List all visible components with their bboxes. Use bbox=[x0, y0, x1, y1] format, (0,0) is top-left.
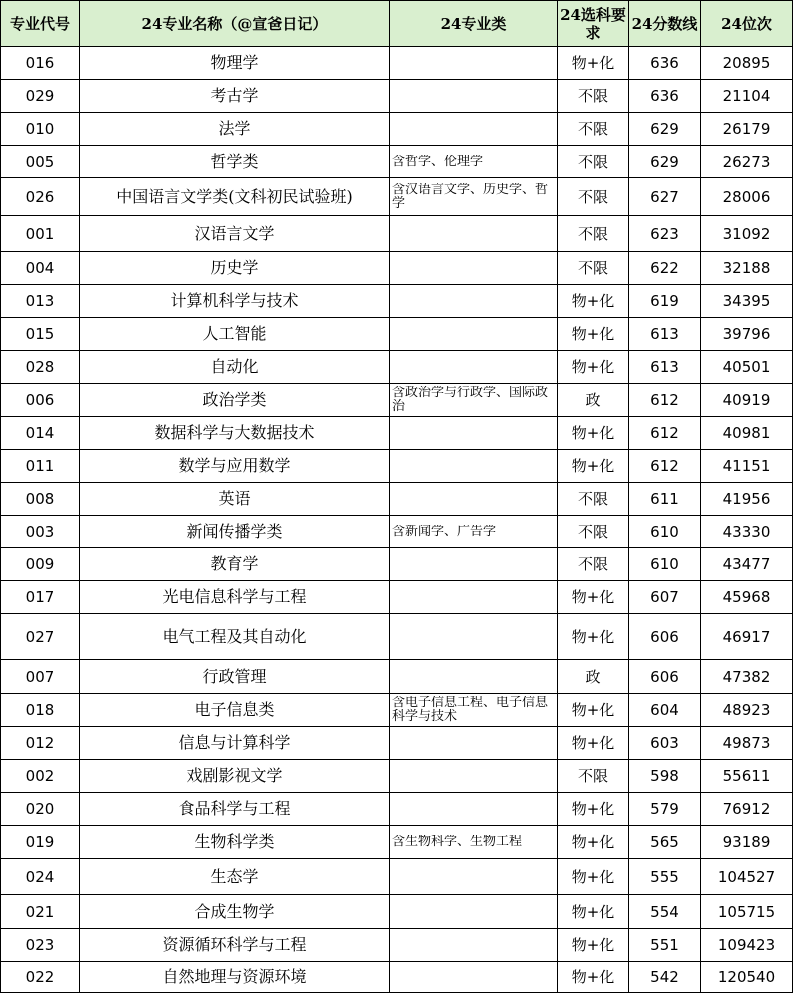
cell-major-name: 新闻传播学类 bbox=[80, 516, 390, 548]
cell-major-code: 012 bbox=[1, 727, 80, 760]
cell-major-name: 教育学 bbox=[80, 548, 390, 581]
header-subject-requirement: 24选科要求 bbox=[558, 1, 629, 47]
cell-major-category bbox=[390, 178, 558, 216]
cell-subject-requirement: 不限 bbox=[558, 80, 629, 113]
cell-major-category bbox=[390, 929, 558, 962]
cell-major-code: 013 bbox=[1, 285, 80, 318]
cell-rank: 40919 bbox=[701, 384, 793, 417]
cell-major-category bbox=[390, 516, 558, 548]
cell-major-category bbox=[390, 216, 558, 252]
cell-major-code: 028 bbox=[1, 351, 80, 384]
cell-rank: 21104 bbox=[701, 80, 793, 113]
table-row bbox=[1, 216, 793, 252]
cell-major-code: 024 bbox=[1, 859, 80, 895]
cell-major-code: 009 bbox=[1, 548, 80, 581]
cell-score-line: 551 bbox=[629, 929, 701, 962]
cell-rank: 49873 bbox=[701, 727, 793, 760]
cell-major-category bbox=[390, 146, 558, 178]
table-row bbox=[1, 113, 793, 146]
cell-major-name: 合成生物学 bbox=[80, 895, 390, 929]
cell-score-line: 622 bbox=[629, 252, 701, 285]
cell-score-line: 610 bbox=[629, 516, 701, 548]
cell-score-line: 565 bbox=[629, 826, 701, 859]
cell-rank: 104527 bbox=[701, 859, 793, 895]
table-body bbox=[1, 47, 793, 993]
cell-major-category bbox=[390, 351, 558, 384]
cell-subject-requirement: 物+化 bbox=[558, 285, 629, 318]
cell-major-name: 考古学 bbox=[80, 80, 390, 113]
cell-major-category bbox=[390, 384, 558, 417]
category-text: 含新闻学、广告学 bbox=[392, 524, 497, 539]
cell-rank: 20895 bbox=[701, 47, 793, 80]
cell-rank: 120540 bbox=[701, 962, 793, 993]
cell-major-code: 001 bbox=[1, 216, 80, 252]
cell-subject-requirement: 物+化 bbox=[558, 450, 629, 483]
table-row bbox=[1, 146, 793, 178]
cell-score-line: 604 bbox=[629, 694, 701, 727]
table-row bbox=[1, 859, 793, 895]
cell-major-name: 食品科学与工程 bbox=[80, 793, 390, 826]
cell-subject-requirement: 不限 bbox=[558, 252, 629, 285]
cell-major-category bbox=[390, 548, 558, 581]
cell-major-name: 政治学类 bbox=[80, 384, 390, 417]
cell-score-line: 606 bbox=[629, 660, 701, 694]
cell-subject-requirement: 物+化 bbox=[558, 417, 629, 450]
cell-subject-requirement: 物+化 bbox=[558, 351, 629, 384]
cell-rank: 48923 bbox=[701, 694, 793, 727]
cell-subject-requirement: 物+化 bbox=[558, 826, 629, 859]
cell-major-code: 011 bbox=[1, 450, 80, 483]
table-row bbox=[1, 318, 793, 351]
cell-subject-requirement: 不限 bbox=[558, 516, 629, 548]
cell-major-category bbox=[390, 318, 558, 351]
cell-rank: 43330 bbox=[701, 516, 793, 548]
cell-score-line: 579 bbox=[629, 793, 701, 826]
header-rank: 24位次 bbox=[701, 1, 793, 47]
cell-subject-requirement: 不限 bbox=[558, 146, 629, 178]
cell-major-name: 计算机科学与技术 bbox=[80, 285, 390, 318]
cell-major-name: 法学 bbox=[80, 113, 390, 146]
table-row bbox=[1, 660, 793, 694]
cell-subject-requirement: 政 bbox=[558, 660, 629, 694]
cell-major-name: 生态学 bbox=[80, 859, 390, 895]
cell-subject-requirement: 物+化 bbox=[558, 614, 629, 660]
cell-rank: 26273 bbox=[701, 146, 793, 178]
cell-rank: 32188 bbox=[701, 252, 793, 285]
cell-major-category bbox=[390, 895, 558, 929]
table-row bbox=[1, 581, 793, 614]
category-text: 含汉语言文学、历史学、哲学 bbox=[392, 182, 549, 211]
cell-major-name: 电子信息类 bbox=[80, 694, 390, 727]
cell-major-name: 电气工程及其自动化 bbox=[80, 614, 390, 660]
cell-major-category bbox=[390, 694, 558, 727]
cell-major-name: 资源循环科学与工程 bbox=[80, 929, 390, 962]
table-row bbox=[1, 384, 793, 417]
cell-score-line: 603 bbox=[629, 727, 701, 760]
table-row bbox=[1, 962, 793, 993]
cell-score-line: 612 bbox=[629, 450, 701, 483]
cell-rank: 109423 bbox=[701, 929, 793, 962]
cell-subject-requirement: 物+化 bbox=[558, 318, 629, 351]
cell-score-line: 629 bbox=[629, 113, 701, 146]
cell-major-name: 信息与计算科学 bbox=[80, 727, 390, 760]
cell-rank: 45968 bbox=[701, 581, 793, 614]
cell-major-category bbox=[390, 483, 558, 516]
cell-major-category bbox=[390, 252, 558, 285]
header-major-category: 24专业类 bbox=[390, 1, 558, 47]
cell-score-line: 613 bbox=[629, 318, 701, 351]
cell-major-name: 自然地理与资源环境 bbox=[80, 962, 390, 993]
table-row bbox=[1, 285, 793, 318]
cell-major-category bbox=[390, 859, 558, 895]
cell-major-category bbox=[390, 727, 558, 760]
cell-score-line: 555 bbox=[629, 859, 701, 895]
cell-major-name: 自动化 bbox=[80, 351, 390, 384]
cell-major-code: 026 bbox=[1, 178, 80, 216]
category-text: 含电子信息工程、电子信息科学与技术 bbox=[392, 696, 549, 724]
cell-major-name: 数据科学与大数据技术 bbox=[80, 417, 390, 450]
cell-subject-requirement: 物+化 bbox=[558, 793, 629, 826]
cell-subject-requirement: 物+化 bbox=[558, 895, 629, 929]
table-row bbox=[1, 614, 793, 660]
cell-rank: 41151 bbox=[701, 450, 793, 483]
cell-score-line: 610 bbox=[629, 548, 701, 581]
cell-major-category bbox=[390, 660, 558, 694]
table-row bbox=[1, 417, 793, 450]
table-row bbox=[1, 483, 793, 516]
cell-score-line: 612 bbox=[629, 384, 701, 417]
cell-major-name: 中国语言文学类(文科初民试验班) bbox=[80, 178, 390, 216]
cell-score-line: 612 bbox=[629, 417, 701, 450]
cell-rank: 40501 bbox=[701, 351, 793, 384]
cell-score-line: 598 bbox=[629, 760, 701, 793]
cell-major-code: 014 bbox=[1, 417, 80, 450]
cell-major-category bbox=[390, 760, 558, 793]
cell-major-name: 哲学类 bbox=[80, 146, 390, 178]
header-major-name: 24专业名称（@宣爸日记） bbox=[80, 1, 390, 47]
table-row bbox=[1, 178, 793, 216]
cell-major-category bbox=[390, 113, 558, 146]
cell-score-line: 613 bbox=[629, 351, 701, 384]
cell-subject-requirement: 政 bbox=[558, 384, 629, 417]
cell-score-line: 554 bbox=[629, 895, 701, 929]
cell-rank: 28006 bbox=[701, 178, 793, 216]
cell-major-name: 光电信息科学与工程 bbox=[80, 581, 390, 614]
cell-major-name: 生物科学类 bbox=[80, 826, 390, 859]
cell-rank: 26179 bbox=[701, 113, 793, 146]
cell-major-code: 015 bbox=[1, 318, 80, 351]
category-text: 含哲学、伦理学 bbox=[392, 154, 484, 169]
cell-major-code: 019 bbox=[1, 826, 80, 859]
header-major-code: 专业代号 bbox=[1, 1, 80, 47]
cell-rank: 47382 bbox=[701, 660, 793, 694]
cell-major-code: 023 bbox=[1, 929, 80, 962]
table-row bbox=[1, 694, 793, 727]
cell-score-line: 607 bbox=[629, 581, 701, 614]
cell-subject-requirement: 不限 bbox=[558, 178, 629, 216]
header-score-line: 24分数线 bbox=[629, 1, 701, 47]
table-row bbox=[1, 351, 793, 384]
cell-subject-requirement: 不限 bbox=[558, 483, 629, 516]
cell-major-code: 017 bbox=[1, 581, 80, 614]
cell-subject-requirement: 不限 bbox=[558, 548, 629, 581]
cell-major-code: 021 bbox=[1, 895, 80, 929]
cell-major-name: 物理学 bbox=[80, 47, 390, 80]
table-row bbox=[1, 760, 793, 793]
cell-score-line: 627 bbox=[629, 178, 701, 216]
table-row bbox=[1, 252, 793, 285]
cell-major-category bbox=[390, 614, 558, 660]
cell-major-code: 003 bbox=[1, 516, 80, 548]
cell-major-code: 016 bbox=[1, 47, 80, 80]
table-row bbox=[1, 47, 793, 80]
table-row bbox=[1, 516, 793, 548]
table-row bbox=[1, 895, 793, 929]
cell-score-line: 623 bbox=[629, 216, 701, 252]
cell-major-code: 007 bbox=[1, 660, 80, 694]
cell-major-code: 027 bbox=[1, 614, 80, 660]
cell-rank: 55611 bbox=[701, 760, 793, 793]
cell-score-line: 606 bbox=[629, 614, 701, 660]
cell-major-code: 002 bbox=[1, 760, 80, 793]
cell-major-name: 英语 bbox=[80, 483, 390, 516]
cell-major-code: 029 bbox=[1, 80, 80, 113]
cell-subject-requirement: 物+化 bbox=[558, 47, 629, 80]
table-row bbox=[1, 80, 793, 113]
cell-major-category bbox=[390, 793, 558, 826]
cell-major-category bbox=[390, 47, 558, 80]
cell-score-line: 542 bbox=[629, 962, 701, 993]
cell-major-name: 汉语言文学 bbox=[80, 216, 390, 252]
cell-rank: 43477 bbox=[701, 548, 793, 581]
cell-major-category bbox=[390, 450, 558, 483]
cell-major-category bbox=[390, 285, 558, 318]
cell-score-line: 629 bbox=[629, 146, 701, 178]
cell-score-line: 619 bbox=[629, 285, 701, 318]
cell-subject-requirement: 物+化 bbox=[558, 581, 629, 614]
cell-rank: 76912 bbox=[701, 793, 793, 826]
table-row bbox=[1, 548, 793, 581]
cell-subject-requirement: 物+化 bbox=[558, 694, 629, 727]
table-row bbox=[1, 929, 793, 962]
cell-major-name: 行政管理 bbox=[80, 660, 390, 694]
cell-major-category bbox=[390, 962, 558, 993]
cell-major-category bbox=[390, 417, 558, 450]
cell-rank: 39796 bbox=[701, 318, 793, 351]
cell-subject-requirement: 不限 bbox=[558, 760, 629, 793]
cell-rank: 93189 bbox=[701, 826, 793, 859]
cell-major-code: 020 bbox=[1, 793, 80, 826]
cell-subject-requirement: 物+化 bbox=[558, 727, 629, 760]
category-text: 含生物科学、生物工程 bbox=[392, 835, 523, 849]
table-row bbox=[1, 793, 793, 826]
cell-subject-requirement: 物+化 bbox=[558, 859, 629, 895]
cell-rank: 41956 bbox=[701, 483, 793, 516]
cell-major-code: 018 bbox=[1, 694, 80, 727]
cell-major-code: 004 bbox=[1, 252, 80, 285]
cell-rank: 46917 bbox=[701, 614, 793, 660]
cell-major-category bbox=[390, 826, 558, 859]
cell-subject-requirement: 不限 bbox=[558, 113, 629, 146]
cell-major-name: 数学与应用数学 bbox=[80, 450, 390, 483]
table-row bbox=[1, 727, 793, 760]
cell-major-name: 人工智能 bbox=[80, 318, 390, 351]
cell-rank: 31092 bbox=[701, 216, 793, 252]
cell-score-line: 636 bbox=[629, 80, 701, 113]
cell-subject-requirement: 物+化 bbox=[558, 929, 629, 962]
cell-major-name: 戏剧影视文学 bbox=[80, 760, 390, 793]
cell-score-line: 636 bbox=[629, 47, 701, 80]
cell-rank: 40981 bbox=[701, 417, 793, 450]
cell-rank: 105715 bbox=[701, 895, 793, 929]
table-row bbox=[1, 450, 793, 483]
cell-subject-requirement: 物+化 bbox=[558, 962, 629, 993]
table-row bbox=[1, 826, 793, 859]
header-row bbox=[1, 1, 793, 47]
cell-major-code: 010 bbox=[1, 113, 80, 146]
cell-major-code: 008 bbox=[1, 483, 80, 516]
cell-major-category bbox=[390, 80, 558, 113]
cell-rank: 34395 bbox=[701, 285, 793, 318]
cell-score-line: 611 bbox=[629, 483, 701, 516]
cell-major-code: 022 bbox=[1, 962, 80, 993]
cell-major-category bbox=[390, 581, 558, 614]
cell-major-code: 006 bbox=[1, 384, 80, 417]
category-text: 含政治学与行政学、国际政治 bbox=[392, 386, 549, 414]
cell-major-code: 005 bbox=[1, 146, 80, 178]
cell-subject-requirement: 不限 bbox=[558, 216, 629, 252]
cell-major-name: 历史学 bbox=[80, 252, 390, 285]
